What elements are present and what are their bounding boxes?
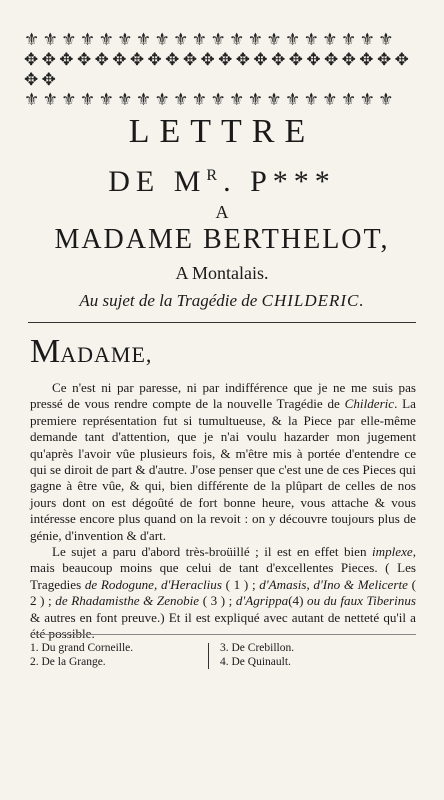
p2-rodogune: de Rodogune, d'Heraclius (84, 576, 222, 592)
p2-note-2: ( 2 ) ; (30, 576, 416, 609)
p2-implexe: implexe (372, 544, 413, 560)
title-de: DE M (108, 165, 207, 198)
title-author-rest: . P*** (223, 165, 336, 198)
title-recipient: MADAME BERTHELOT, (54, 224, 390, 255)
title-rule (28, 322, 416, 323)
footnotes-left (30, 641, 133, 669)
p2-amasis: d'Amasis, d'Ino & Melicerte (259, 576, 408, 592)
footnote-separator (208, 643, 209, 669)
footnotes-right (220, 641, 294, 669)
p2-agrippa: d'Agrippa (235, 593, 289, 609)
paragraph-2 (30, 544, 416, 642)
title-subject-text: Au sujet de la Tragédie de (79, 291, 258, 310)
salutation-rest: ADAME, (60, 342, 153, 367)
p1-text-a: Ce n'est ni par paresse, ni par indifférence que je ne me suis pas pressé de vous rendre compte de la nouvelle Tragédie de (30, 380, 416, 412)
footnote-3: 3. De Crebillon. (220, 642, 295, 654)
footnote-4: 4. De Quinault. (220, 656, 291, 668)
p2-note-3: ( 3 ) ; (202, 593, 233, 609)
ornament-row-middle: ✥ ✥ ✥ ✥ ✥ ✥ ✥ ✥ ✥ ✥ ✥ ✥ ✥ ✥ ✥ ✥ ✥ ✥ ✥ ✥ ✥ ✥ ✥ ✥ (24, 50, 408, 90)
ornament-row-bottom: ⚜ ⚜ ⚜ ⚜ ⚜ ⚜ ⚜ ⚜ ⚜ ⚜ ⚜ ⚜ ⚜ ⚜ ⚜ ⚜ ⚜ ⚜ ⚜ ⚜ (24, 90, 393, 110)
title-subject-caps: CHILDERIC. (261, 291, 365, 310)
p2-note-4: (4) (288, 593, 304, 609)
p2-text-b: , mais beaucoup moins que celui de tant d'excellentes Pieces. ( Les Tragedies (30, 544, 416, 592)
p2-rhadamisthe: de Rhadamisthe & Zenobie (55, 593, 200, 609)
salutation-initial: M (30, 333, 61, 370)
salutation (30, 332, 152, 375)
title-a: A (215, 202, 229, 222)
title-author (0, 158, 444, 200)
p2-note-1: ( 1 ) ; (225, 576, 256, 592)
paragraph-1 (30, 380, 416, 544)
footnote-2: 2. De la Grange. (30, 656, 106, 668)
footnote-1: 1. Du grand Corneille. (30, 642, 134, 654)
ornament-row-top: ⚜ ⚜ ⚜ ⚜ ⚜ ⚜ ⚜ ⚜ ⚜ ⚜ ⚜ ⚜ ⚜ ⚜ ⚜ ⚜ ⚜ ⚜ ⚜ ⚜ (24, 30, 393, 50)
title-sup: R (206, 167, 224, 184)
p1-text-b: . La premiere représentation fut si tumultueuse, & la Piece par elle-même demande tant d'attention, que je n'ai voulu hazarder mon jugement qu'après l'avoir vûe plusieurs fois, & m'être mis à portée d'entendre ce qui se diroit de part & d'autre. J'ose penser que c'est une de ces Pieces qui gagne à être vûe, & qui, bien différente de la plûpart de celles de nos jours dont on est dégoûté de fort bonne heure, vous attache & vous intéresse encore plus quand on la revoit : on y découvre toujours plus de génie, d'invention & d'art. (30, 396, 416, 543)
header-ornament (24, 30, 420, 110)
p1-childeric: Childeric (344, 396, 395, 412)
p2-text-a: Le sujet a paru d'abord très-broüillé ; il est en effet bien (52, 544, 367, 560)
title-place: A Montalais. (175, 263, 269, 283)
title-lettre: LETTRE (128, 113, 316, 150)
title-subject (0, 290, 444, 312)
p2-tiberinus: ou du faux Tiberinus (307, 593, 416, 609)
footnote-rule (30, 634, 416, 635)
p2-text-c: & autres en font preuve.) Et il est expliqué avec autant de netteté qu'il a été possible. (30, 609, 416, 642)
letter-body (30, 380, 416, 643)
